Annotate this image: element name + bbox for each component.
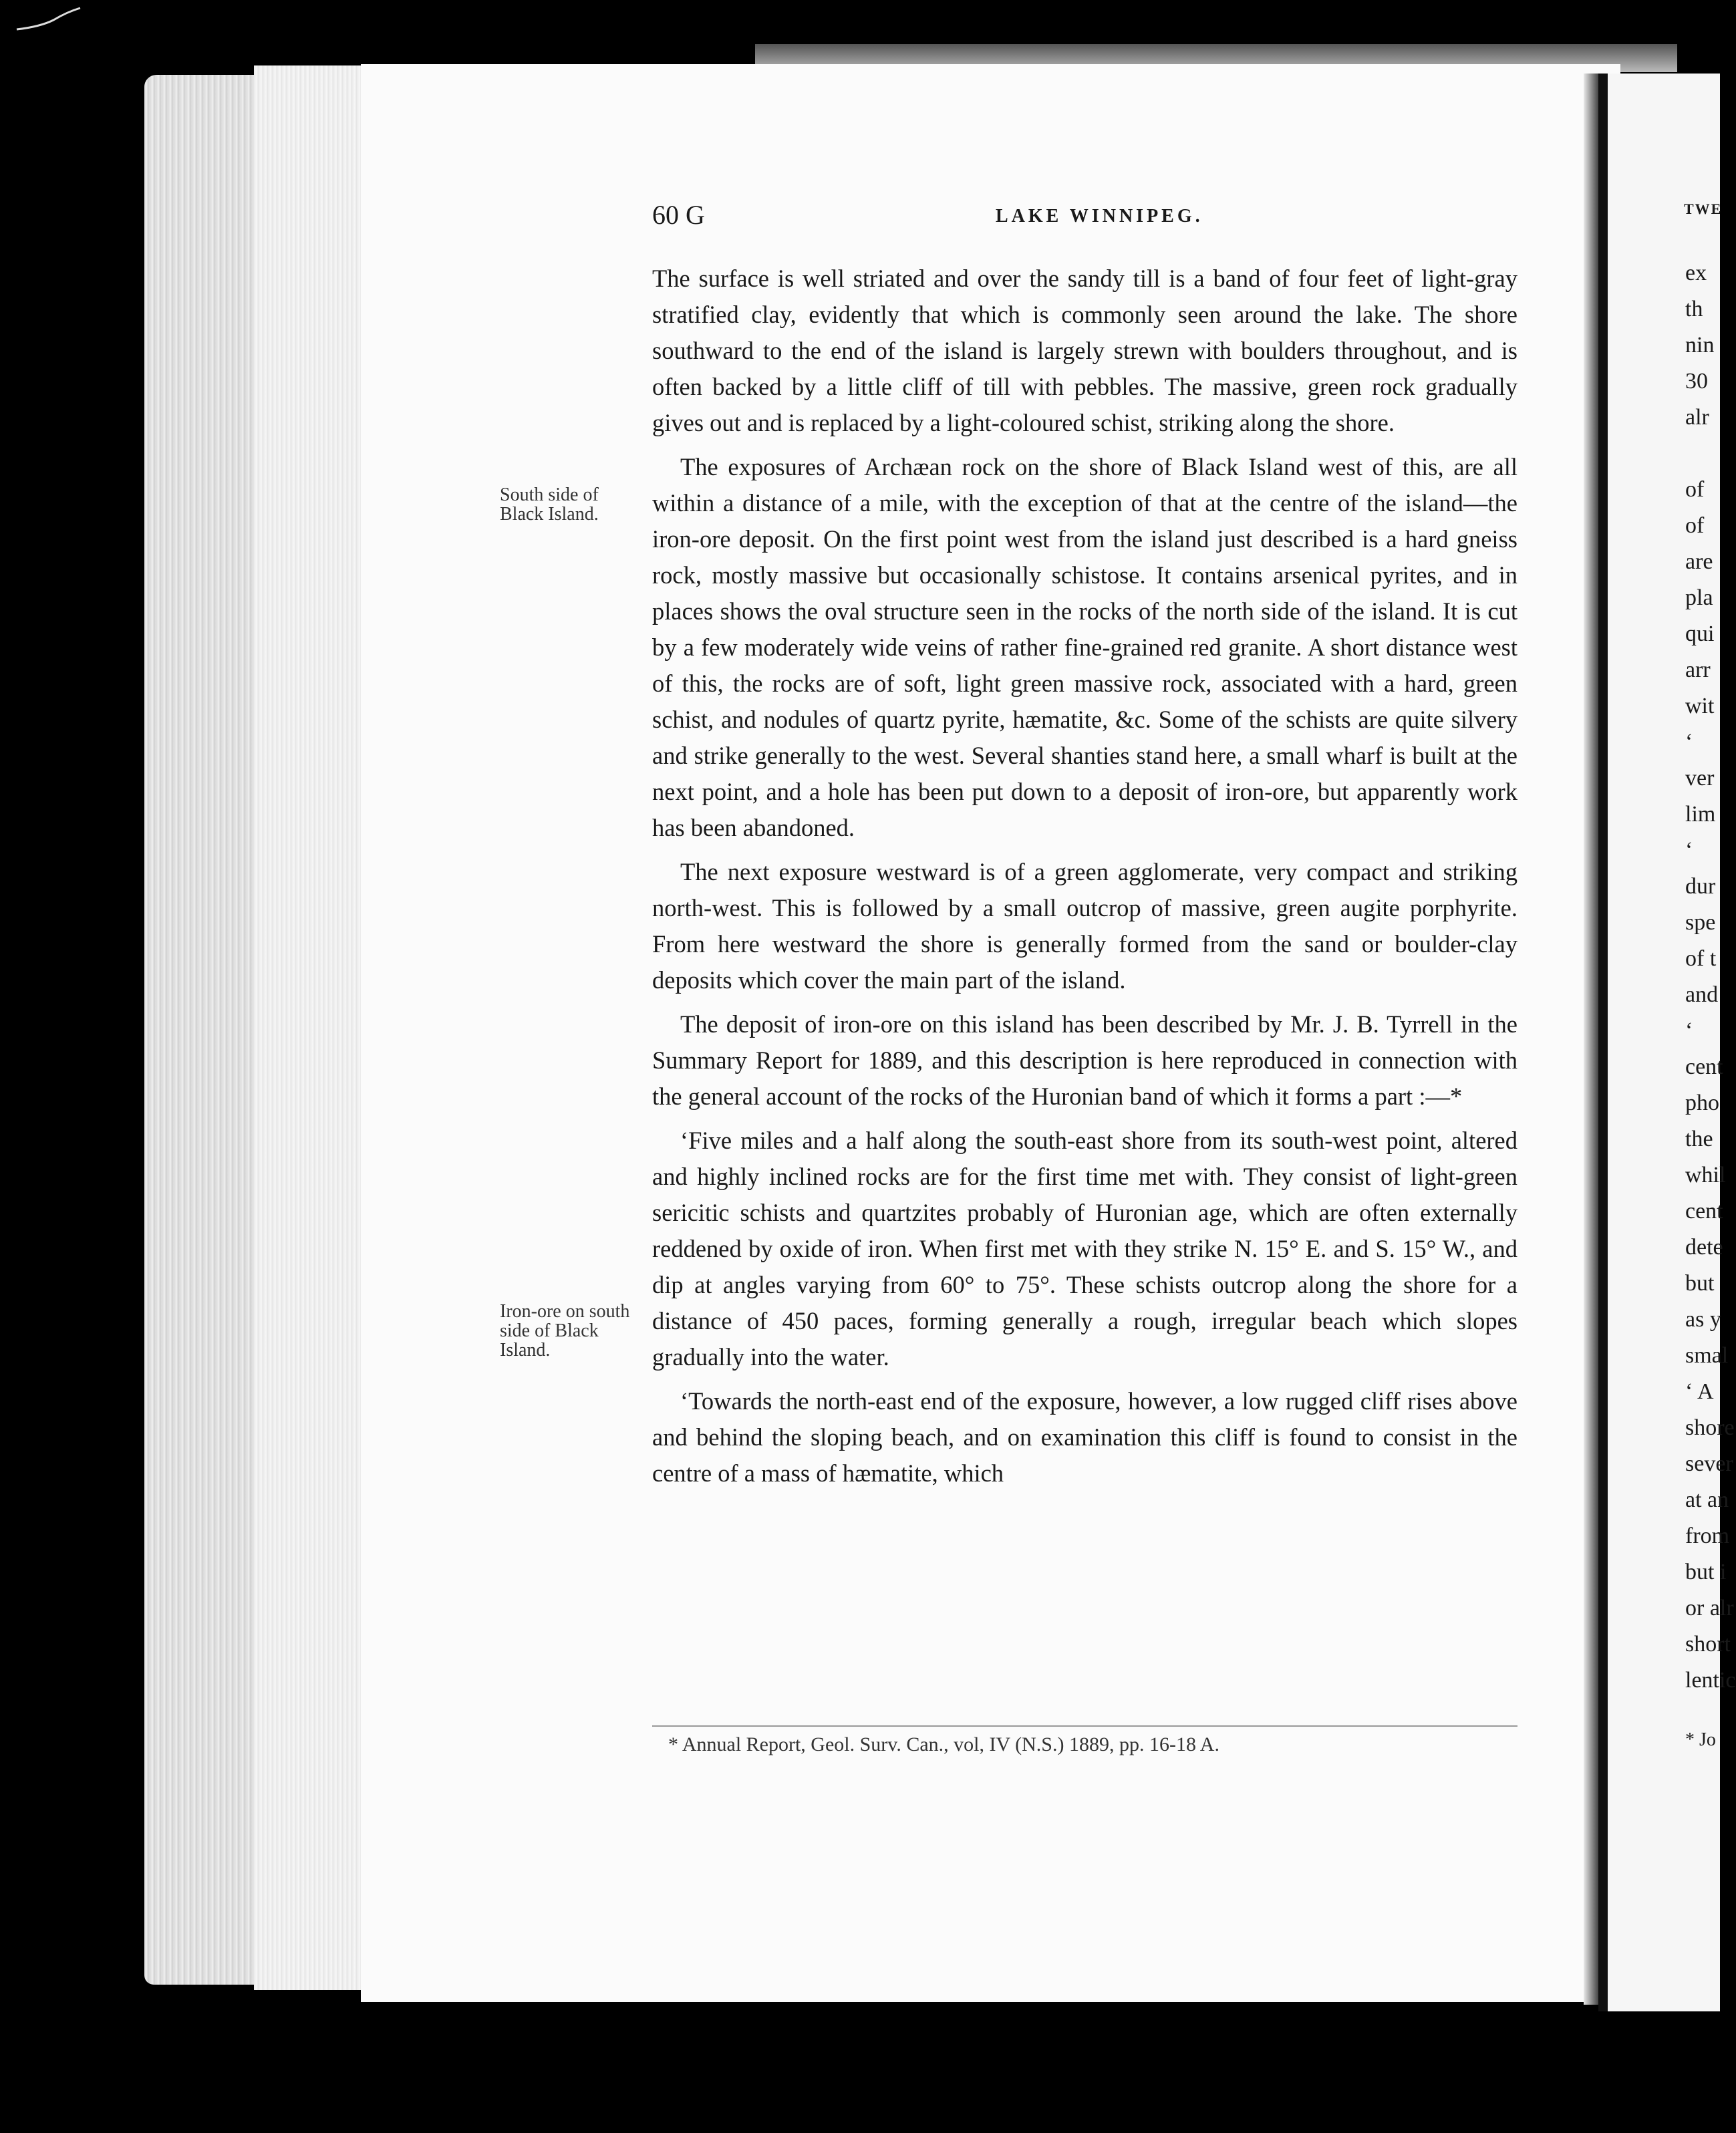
right-page-fragment: ‘: [1685, 730, 1693, 754]
right-page-header: TWE: [1684, 200, 1723, 217]
margin-note: Iron-ore on south side of Black Island.: [500, 1301, 630, 1361]
right-page-fragment: cent: [1685, 1054, 1723, 1079]
right-page-fragment: of t: [1685, 946, 1717, 971]
paragraph: The deposit of iron-ore on this island has been described by Mr. J. B. Tyrrell in the Summary Report for 1889, and this description is here reproduced in connection with the general account of the rocks of the Huronian band of which it forms a part :—*: [652, 1010, 1517, 1110]
right-page-fragment: short: [1685, 1632, 1731, 1657]
right-page-fragment: ‘: [1685, 1018, 1693, 1043]
paragraph: The next exposure westward is of a green agglomerate, very compact and striking north-west. This is followed by a small outcrop of massive, green augite porphyrite. From here westward the shore is generally formed from the sand or boulder-clay deposits which cover the main part of the island.: [652, 858, 1517, 994]
right-page-fragment: of: [1685, 513, 1705, 538]
right-page-fragment: but i: [1685, 1560, 1727, 1584]
right-page-fragment: the: [1685, 1127, 1713, 1151]
right-page-footnote: * Jo: [1685, 1729, 1716, 1750]
paragraph: The surface is well striated and over the sandy till is a band of four feet of light-gray stratified clay, evidently that which is commonly seen around the lake. The shore southward to the end of the island is largely strewn with boulders throughout, and is often backed by a little cliff of till with pebbles. The massive, green rock gradually gives out and is replaced by a light-coloured schist, striking along the shore.: [652, 265, 1517, 436]
right-page-fragment: from: [1685, 1524, 1730, 1548]
right-page-text-fragments: [1685, 255, 1736, 1699]
right-page-fragment: ex: [1685, 261, 1707, 285]
right-page-fragment: cent: [1685, 1199, 1723, 1224]
paragraph: ‘Towards the north-east end of the exposure, however, a low rugged cliff rises above and behind the sloping beach, and on examination this cliff is found to consist in the centre of a mass of hæmatite, which: [652, 1387, 1517, 1487]
paragraph: The exposures of Archæan rock on the shore of Black Island west of this, are all within a distance of a mile, with the exception of that at the centre of the island—the iron-ore deposit. On the first point west from the island just described is a hard gneiss rock, mostly massive but occasionally schistose. It contains arsenical pyrites, and in places shows the oval structure seen in the rocks of the north side of the island. It is cut by a few moderately wide veins of rather fine-grained red granite. A short distance west of this, the rocks are of soft, light green massive rock, associated with a hard, green schist, and nodules of quartz pyrite, hæmatite, &c. Some of the schists are quite silvery and strike generally to the west. Several shanties stand here, a small wharf is built at the next point, and a hole has been put down to a deposit of iron-ore, but apparently work has been abandoned.: [652, 453, 1517, 841]
right-page-fragment: sever: [1685, 1451, 1733, 1476]
right-page-fragment: qui: [1685, 621, 1715, 646]
right-page-fragment: pho: [1685, 1091, 1719, 1115]
footnote-rule: [652, 1725, 1517, 1727]
right-page-fragment: and: [1685, 982, 1719, 1007]
right-page-fragment: 30: [1685, 369, 1708, 394]
right-page-fragment: shore: [1685, 1415, 1735, 1440]
right-page-fragment: ver: [1685, 766, 1715, 791]
paragraph: ‘Five miles and a half along the south-east shore from its south-west point, altered and highly inclined rocks are for the first time met with. They consist of light-green sericitic schists and quartzites probably of Huronian age, which are often externally reddened by oxide of iron. When first met with they strike N. 15° E. and S. 15° W., and dip at angles varying from 60° to 75°. These schists outcrop along the shore for a distance of 450 paces, forming generally a rough, irregular beach which slopes gradually into the water.: [652, 1127, 1517, 1371]
right-page-fragment: are: [1685, 549, 1713, 574]
right-page-fragment: ‘ A: [1685, 1379, 1714, 1404]
right-page-fragment: whil: [1685, 1163, 1726, 1187]
right-page-fragment: or alr: [1685, 1596, 1734, 1620]
right-page-fragment: but: [1685, 1271, 1715, 1296]
right-page-fragment: nin: [1685, 333, 1715, 358]
right-page-fragment: arr: [1685, 658, 1711, 682]
scan-artifact-mark: [13, 7, 87, 33]
right-page-fragment: [1685, 436, 1711, 472]
right-page-fragment: pla: [1685, 585, 1713, 610]
right-page-fragment: dur: [1685, 874, 1716, 899]
right-page-fragment: as y: [1685, 1307, 1721, 1332]
main-text: [652, 261, 1517, 1491]
page-number: 60 G: [652, 200, 705, 230]
right-page-fragment: smal: [1685, 1343, 1729, 1368]
footnote: * Annual Report, Geol. Surv. Can., vol, IV (N.S.) 1889, pp. 16-18 A.: [668, 1733, 1219, 1755]
margin-note: South side of Black Island.: [500, 484, 599, 525]
right-page-fragment: at an: [1685, 1487, 1729, 1512]
right-page-fragment: of: [1685, 477, 1705, 502]
right-page-fragment: th: [1685, 297, 1703, 321]
right-page-fragment: spe: [1685, 910, 1716, 935]
running-title: LAKE WINNIPEG.: [996, 206, 1203, 227]
right-page-fragment: ‘: [1685, 838, 1693, 863]
right-page-fragment: dete: [1685, 1235, 1723, 1260]
right-page-fragment: lentic: [1685, 1668, 1736, 1693]
right-page-fragment: lim: [1685, 802, 1716, 827]
right-page-fragment: alr: [1685, 405, 1709, 430]
right-page-fragment: wit: [1685, 694, 1715, 718]
